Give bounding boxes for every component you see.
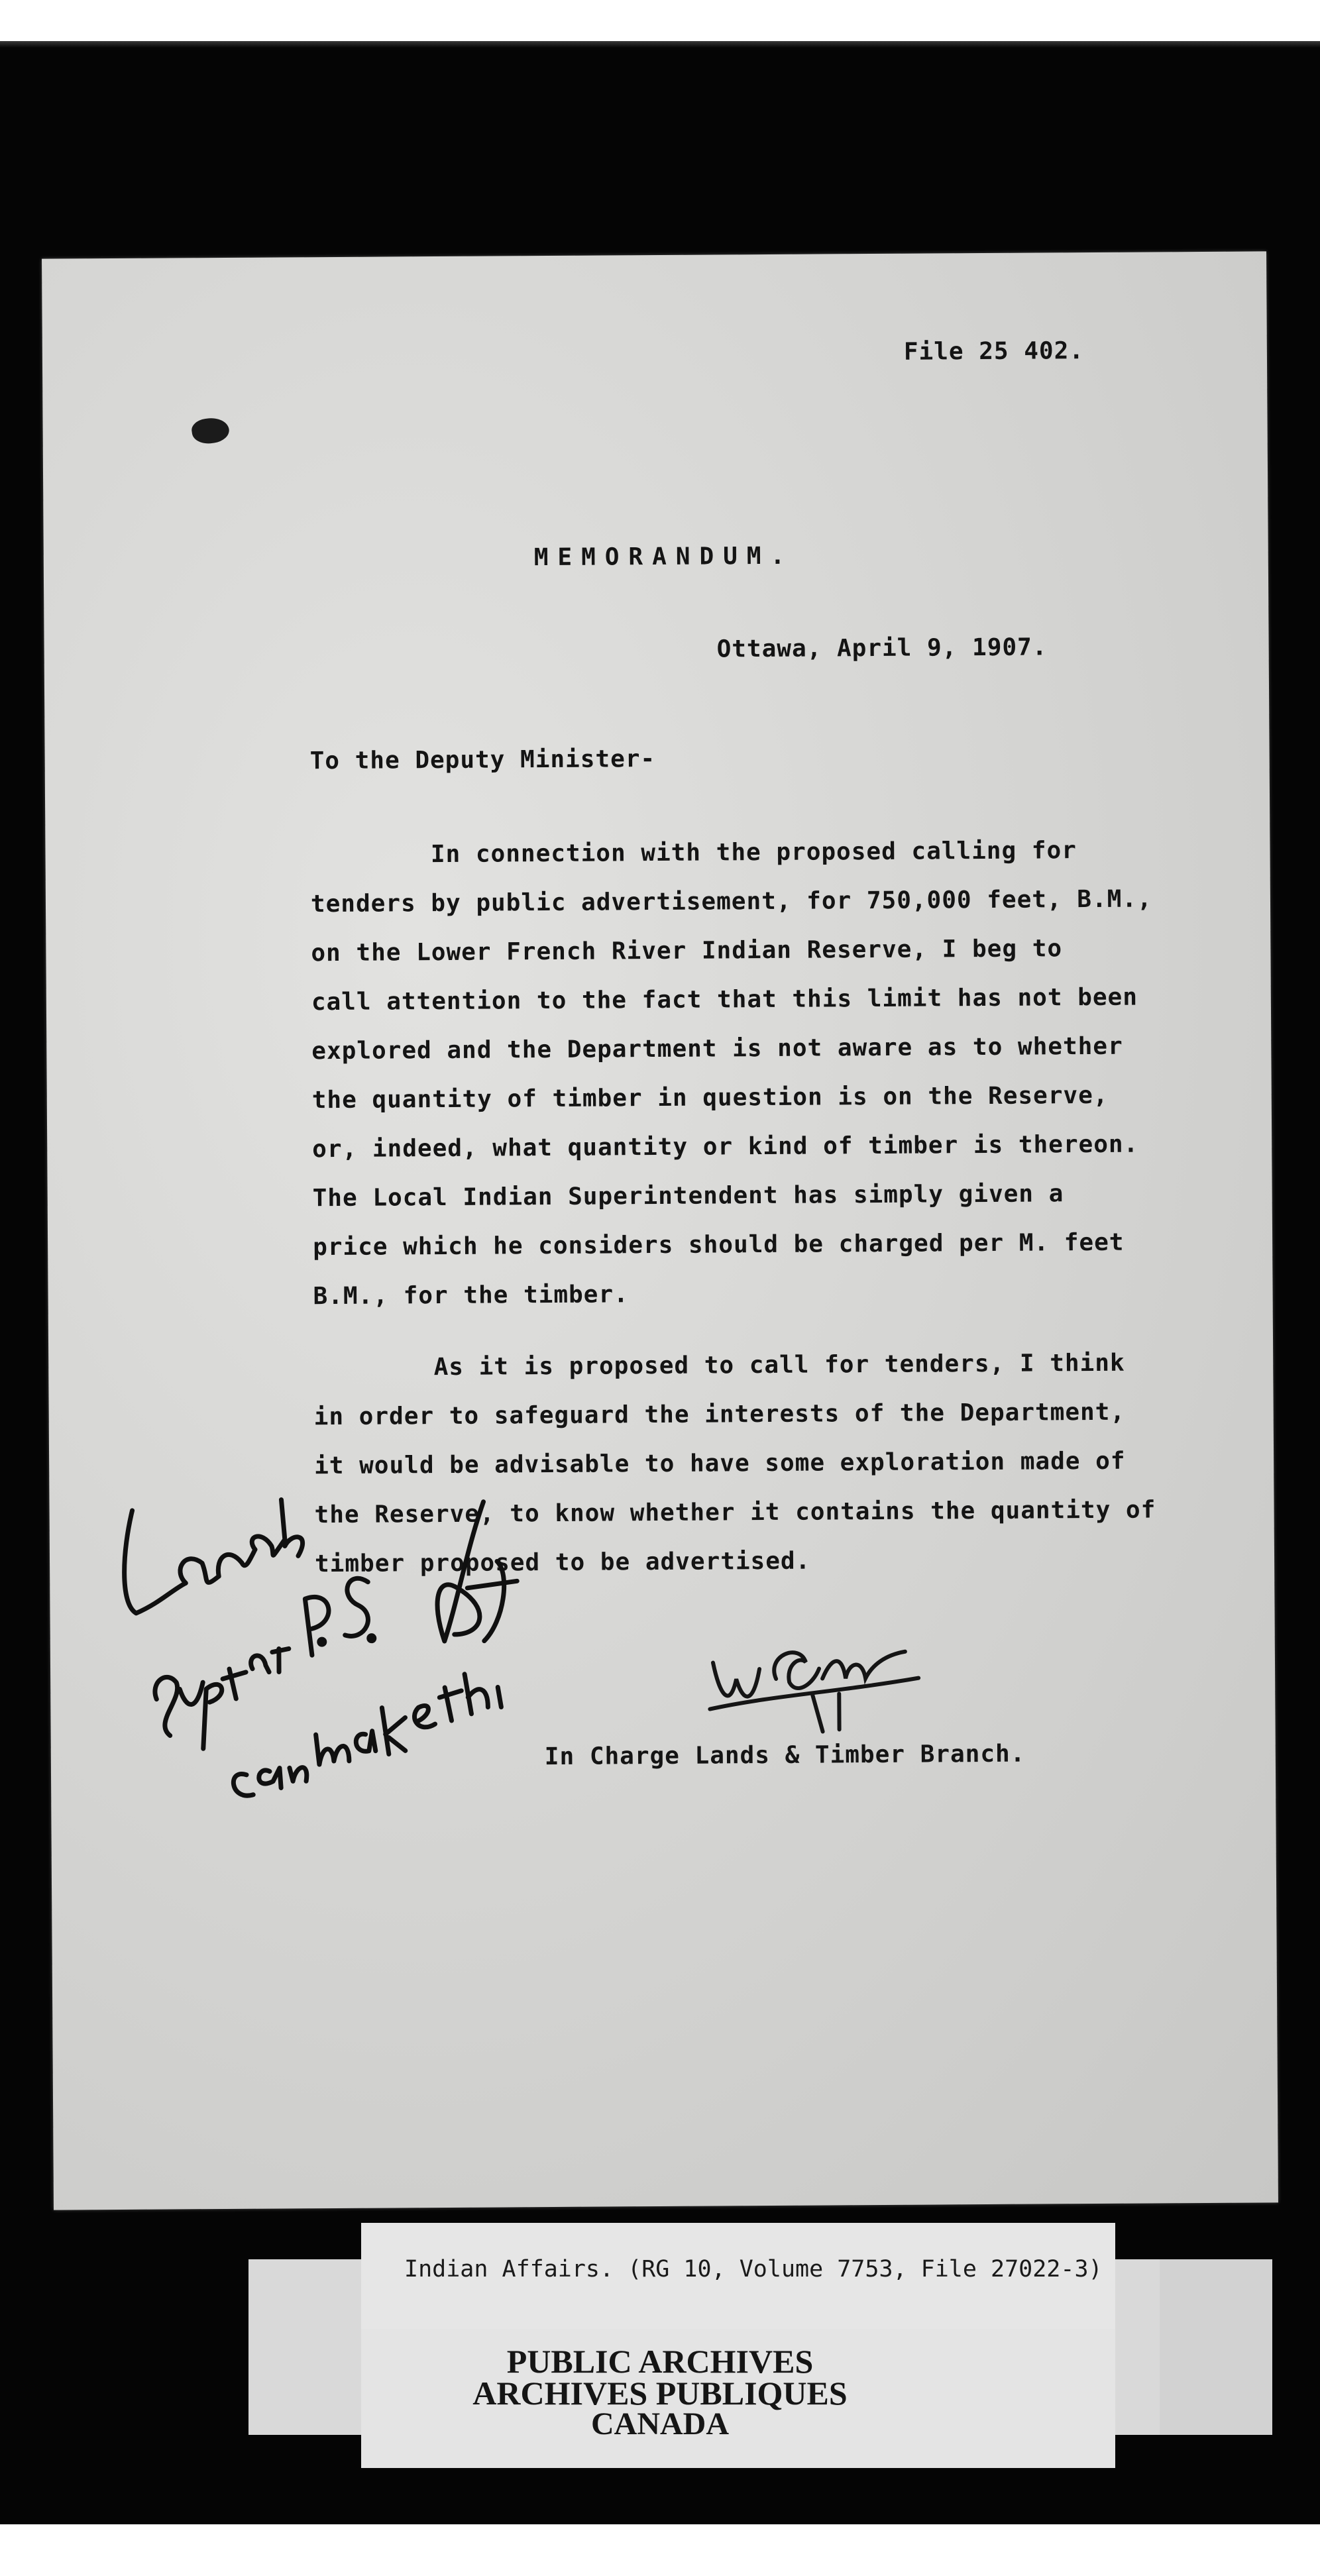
- handwritten-signature: [706, 1615, 932, 1743]
- memo-title: MEMORANDUM.: [533, 542, 795, 572]
- text-line: it would be advisable to have some exploration made of: [314, 1447, 1126, 1480]
- text-line: The Local Indian Superintendent has simply given a: [312, 1180, 1064, 1212]
- text-line: in order to safeguard the interests of the Department,: [313, 1398, 1126, 1431]
- text-line: or, indeed, what quantity or kind of timber is thereon.: [312, 1130, 1139, 1163]
- date-line: Ottawa, April 9, 1907.: [716, 633, 1048, 663]
- film-edge: [0, 41, 1320, 48]
- file-number: File 25 402.: [903, 337, 1085, 366]
- paragraph-1: [310, 826, 1227, 1321]
- text-line: B.M., for the timber.: [313, 1281, 629, 1311]
- salutation: To the Deputy Minister-: [309, 745, 656, 775]
- text-line: price which he considers should be charged per M. feet: [313, 1228, 1125, 1261]
- text-line: timber proposed to be advertised.: [314, 1547, 811, 1578]
- text-line: the quantity of timber in question is on the Reserve,: [311, 1081, 1109, 1114]
- handwritten-margin-note: [85, 1468, 553, 1974]
- text-line: on the Lower French River Indian Reserve, I beg to: [311, 935, 1063, 967]
- ink-blot: [190, 415, 231, 446]
- stamp-public-archives: PUBLIC ARCHIVES: [506, 2343, 814, 2380]
- text-line: In connection with the proposed calling for: [310, 837, 1077, 869]
- archive-citation: Indian Affairs. (RG 10, Volume 7753, File 27022-3): [404, 2256, 1103, 2282]
- stamp-archives-publiques: ARCHIVES PUBLIQUES: [472, 2375, 848, 2412]
- text-line: tenders by public advertisement, for 750,000 feet, B.M.,: [310, 885, 1152, 918]
- memorandum-page: [42, 251, 1278, 2210]
- text-line: explored and the Department is not aware as to whether: [311, 1032, 1123, 1065]
- stamp-canada: CANADA: [591, 2406, 729, 2442]
- text-line: the Reserve, to know whether it contains the quantity of: [314, 1496, 1156, 1529]
- signature-title: In Charge Lands & Timber Branch.: [544, 1740, 1026, 1771]
- text-line: As it is proposed to call for tenders, I think: [313, 1349, 1125, 1382]
- text-line: call attention to the fact that this limit has not been: [311, 983, 1138, 1016]
